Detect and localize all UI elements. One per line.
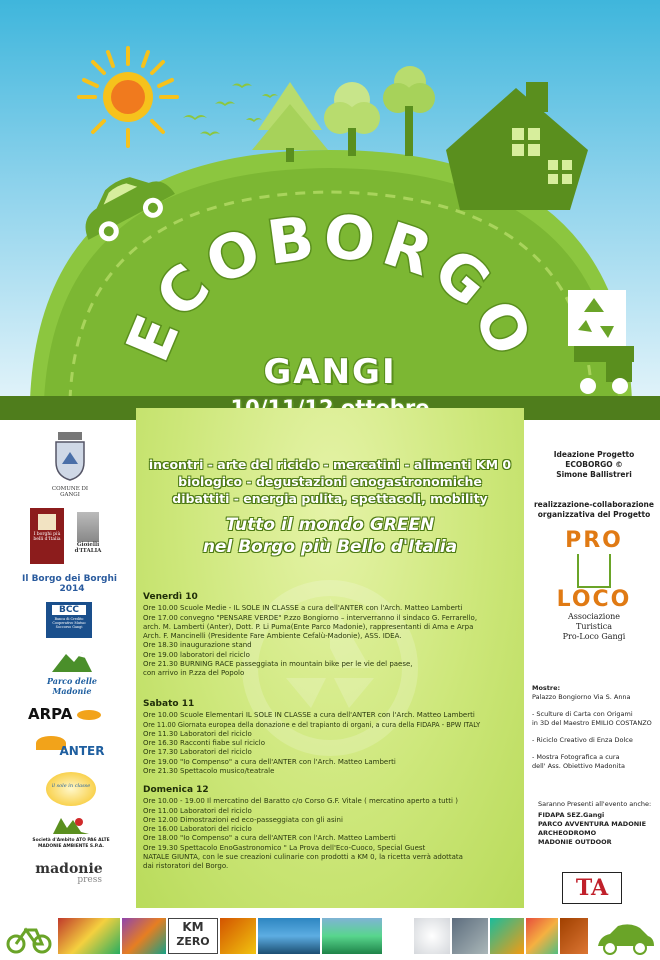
proloco-bottom-label: LOCO [556, 587, 632, 612]
mostra-2: - Riciclo Creativo di Enza Dolce [532, 736, 633, 744]
assoc-line-2: Turistica [576, 622, 612, 631]
schedule-row: con arrivo in P.zza del Popolo [143, 669, 245, 678]
ecoborgo-label: ECOBORGO © [565, 460, 623, 469]
photo-thumb [258, 918, 320, 954]
tagline [130, 456, 530, 507]
assoc-line-3: Pro-Loco Gangi [562, 632, 626, 641]
photo-thumb [526, 918, 558, 954]
day-heading: Sabato 11 [143, 699, 195, 709]
schedule-row: Ore 16.30 Racconti fiabe sul riciclo [143, 739, 265, 748]
km-zero-badge [168, 918, 218, 954]
proloco-house-icon [577, 554, 611, 588]
tagline-line-2: biologico - degustazioni enogastronomiche [178, 474, 482, 489]
anter-label: ANTER [59, 744, 105, 758]
schedule-friday [143, 593, 528, 679]
realizzazione-label: realizzazione-collaborazione [533, 500, 654, 509]
gioielli-label: Gioielli d'ITALIA [74, 542, 102, 554]
schedule-row: arch. M. Lamberti (Anter), Dott. P. Li Puma(Ente Parco Madonie), rappresentanti di Ama e Arpa [143, 622, 474, 631]
green-slogan-line-2: nel Borgo più Bello d'Italia [202, 537, 458, 557]
schedule-row: Ore 18.30 inaugurazione stand [143, 641, 252, 650]
schedule-row: Ore 19.00 "Io Compenso" a cura dell'ANTER con l'Arch. Matteo Lamberti [143, 757, 396, 766]
schedule-row: Ore 11.30 Laboratori del riciclo [143, 729, 252, 738]
borgo-dei-borghi-label: Il Borgo dei Borghi [22, 574, 117, 584]
proloco-top-label: PRO [565, 528, 623, 553]
bcc-sub-label: Banca di Credito Cooperativo Mutuo Soccorso Gangi [52, 617, 86, 629]
tower-icon [77, 512, 99, 542]
hero-illustration [0, 0, 660, 420]
photo-thumb [322, 918, 382, 954]
presenti-section [538, 800, 658, 847]
sole-in-classe-logo [46, 772, 96, 806]
sole-label: il sole in classe [51, 783, 91, 789]
parco-label: Parco delle Madonie [46, 676, 98, 696]
schedule-row: Arch. F. Mancinelli (Presidente Fare Ambiente Cefalù-Madonie), ASS. IDEA. [143, 632, 402, 641]
schedule-row: Ore 12.00 Dimostrazioni ed eco-passeggiata con gli asini [143, 815, 343, 824]
schedule-row: NATALE GIUNTA, con le sue creazioni culinarie con prodotti a KM 0, la ricetta verrà adottata [143, 853, 463, 862]
schedule-row: Ore 11.00 Laboratori del riciclo [143, 806, 252, 815]
schedule-row: Ore 17.00 convegno "PENSARE VERDE" P.zzo Bongiorno – interverranno il sindaco G. Ferrarello, [143, 613, 478, 622]
presenti-item: ARCHEODROMO [538, 829, 597, 837]
madonie-label: madonie [35, 861, 103, 877]
svg-text:ECOBORGO: ECOBORGO [113, 201, 547, 372]
schedule-row: Ore 21.30 BURNING RACE passeggiata in mountain bike per le vie del paese, [143, 660, 413, 669]
photo-thumb [122, 918, 166, 954]
bicycle-icon [4, 916, 54, 956]
proloco-logo [530, 528, 658, 642]
schedule-row: Ore 19.30 Spettacolo EnoGastronomico " La Prova dell'Eco-Cuoco, Special Guest [143, 843, 426, 852]
photo-thumb [452, 918, 488, 954]
green-slogan [130, 514, 530, 558]
schedule-row: Ore 21.30 Spettacolo musico/teatrale [143, 767, 275, 776]
km-zero-label-a: KM [182, 920, 204, 934]
ato-logo [26, 816, 116, 849]
mostra-1-a: - Sculture di Carta con Origami [532, 710, 633, 718]
schedule-row: Ore 16.00 Laboratori del riciclo [143, 825, 252, 834]
comune-label: COMUNE DI GANGI [51, 486, 89, 498]
ideazione-label: Ideazione Progetto [553, 450, 635, 459]
comune-gangi-logo [38, 432, 102, 498]
mostre-place: Palazzo Bongiorno Via S. Anna [532, 693, 631, 701]
day-heading: Domenica 12 [143, 785, 209, 795]
schedule-saturday [143, 700, 528, 776]
schedule-row: Ore 10.00 - 19.00 Il mercatino del Baratto c/o Corso G.F. Vitale ( mercatino aperto a tutti ) [143, 797, 458, 806]
photo-thumb [414, 918, 450, 954]
schedule-row: Ore 11.00 Giornata europea della donazione e del trapianto di organi, a cura della FIDAPA - BPW ITALY [143, 720, 481, 729]
photo-strip [0, 912, 660, 960]
arpa-label: ARPA [28, 705, 73, 723]
schedule-row: Ore 17.30 Laboratori del riciclo [143, 748, 252, 757]
presenti-item: FIDAPA SEZ.Gangi [538, 811, 605, 819]
photo-thumb [58, 918, 120, 954]
project-credits [530, 450, 658, 480]
presenti-label: Saranno Presenti all'evento anche: [538, 800, 652, 808]
presenti-item: PARCO AVVENTURA MADONIE [538, 820, 647, 828]
ato-label: Società d'Ambito ATO PA6 ALTE MADONIE AMBIENTE S.P.A. [32, 838, 110, 849]
swoosh-icon [77, 710, 101, 720]
borgo-dei-borghi-logo [22, 574, 122, 594]
schedule-row: Ore 19.00 laboratori del riciclo [143, 650, 250, 659]
mostre-label: Mostre: [532, 684, 561, 692]
organizzativa-label: organizzativa del Progetto [537, 510, 651, 519]
mountain-icon [52, 650, 92, 672]
castle-icon [38, 514, 56, 530]
madonie-press-logo [26, 862, 112, 885]
photo-thumb [220, 918, 256, 954]
borgo-year: 2014 [59, 584, 85, 594]
ta-label: TA [575, 875, 609, 901]
photo-thumb [560, 918, 588, 954]
gioielli-logo [68, 512, 108, 554]
borghi-label: I borghi più belli d'Italia [33, 532, 61, 542]
schedule-row: Ore 10.00 Scuole Medie - IL SOLE IN CLASSE a cura dell'ANTER con l'Arch. Matteo Lamberti [143, 604, 463, 613]
mostra-3-b: dell' Ass. Obiettivo Madonita [532, 762, 625, 770]
ta-logo [562, 872, 622, 904]
day-heading: Venerdì 10 [143, 592, 198, 602]
km-zero-label-b: ZERO [176, 935, 210, 948]
tagline-line-1: incontri - arte del riciclo - mercatini - alimenti KM 0 [148, 457, 512, 472]
assoc-line-1: Associazione [567, 612, 621, 621]
arpa-logo [28, 704, 108, 723]
green-slogan-line-1: Tutto il mondo GREEN [225, 515, 435, 535]
anter-logo [32, 736, 112, 758]
bcc-label: BCC [52, 605, 86, 615]
mostra-3-a: - Mostra Fotografica a cura [532, 753, 620, 761]
ato-mark-icon [53, 816, 89, 834]
town-name: GANGI [263, 352, 397, 392]
mostra-1-b: in 3D del Maestro EMILIO COSTANZO [532, 719, 652, 727]
mostre-section [532, 684, 658, 771]
bcc-logo [46, 602, 92, 638]
author-label: Simone Ballistreri [556, 470, 632, 479]
schedule-row: dai ristoratori del Borgo. [143, 862, 229, 871]
madonie-sub-label: press [77, 875, 102, 885]
borghi-logo [30, 508, 64, 564]
realizzazione-credits [530, 500, 658, 520]
photo-thumb [490, 918, 524, 954]
schedule-sunday [143, 786, 528, 872]
coat-of-arms-icon [50, 432, 90, 482]
eco-car-icon [594, 920, 656, 956]
parco-madonie-logo [30, 650, 114, 696]
presenti-item: MADONIE OUTDOOR [538, 838, 612, 846]
schedule-row: Ore 10.00 Scuole Elementari IL SOLE IN CLASSE a cura dell'ANTER con l'Arch. Matteo Lamberti [143, 711, 475, 720]
tagline-line-3: dibattiti - energia pulita, spettacoli, mobility [172, 491, 488, 506]
schedule-row: Ore 18.00 "Io Compenso" a cura dell'ANTER con l'Arch. Matteo Lamberti [143, 834, 396, 843]
